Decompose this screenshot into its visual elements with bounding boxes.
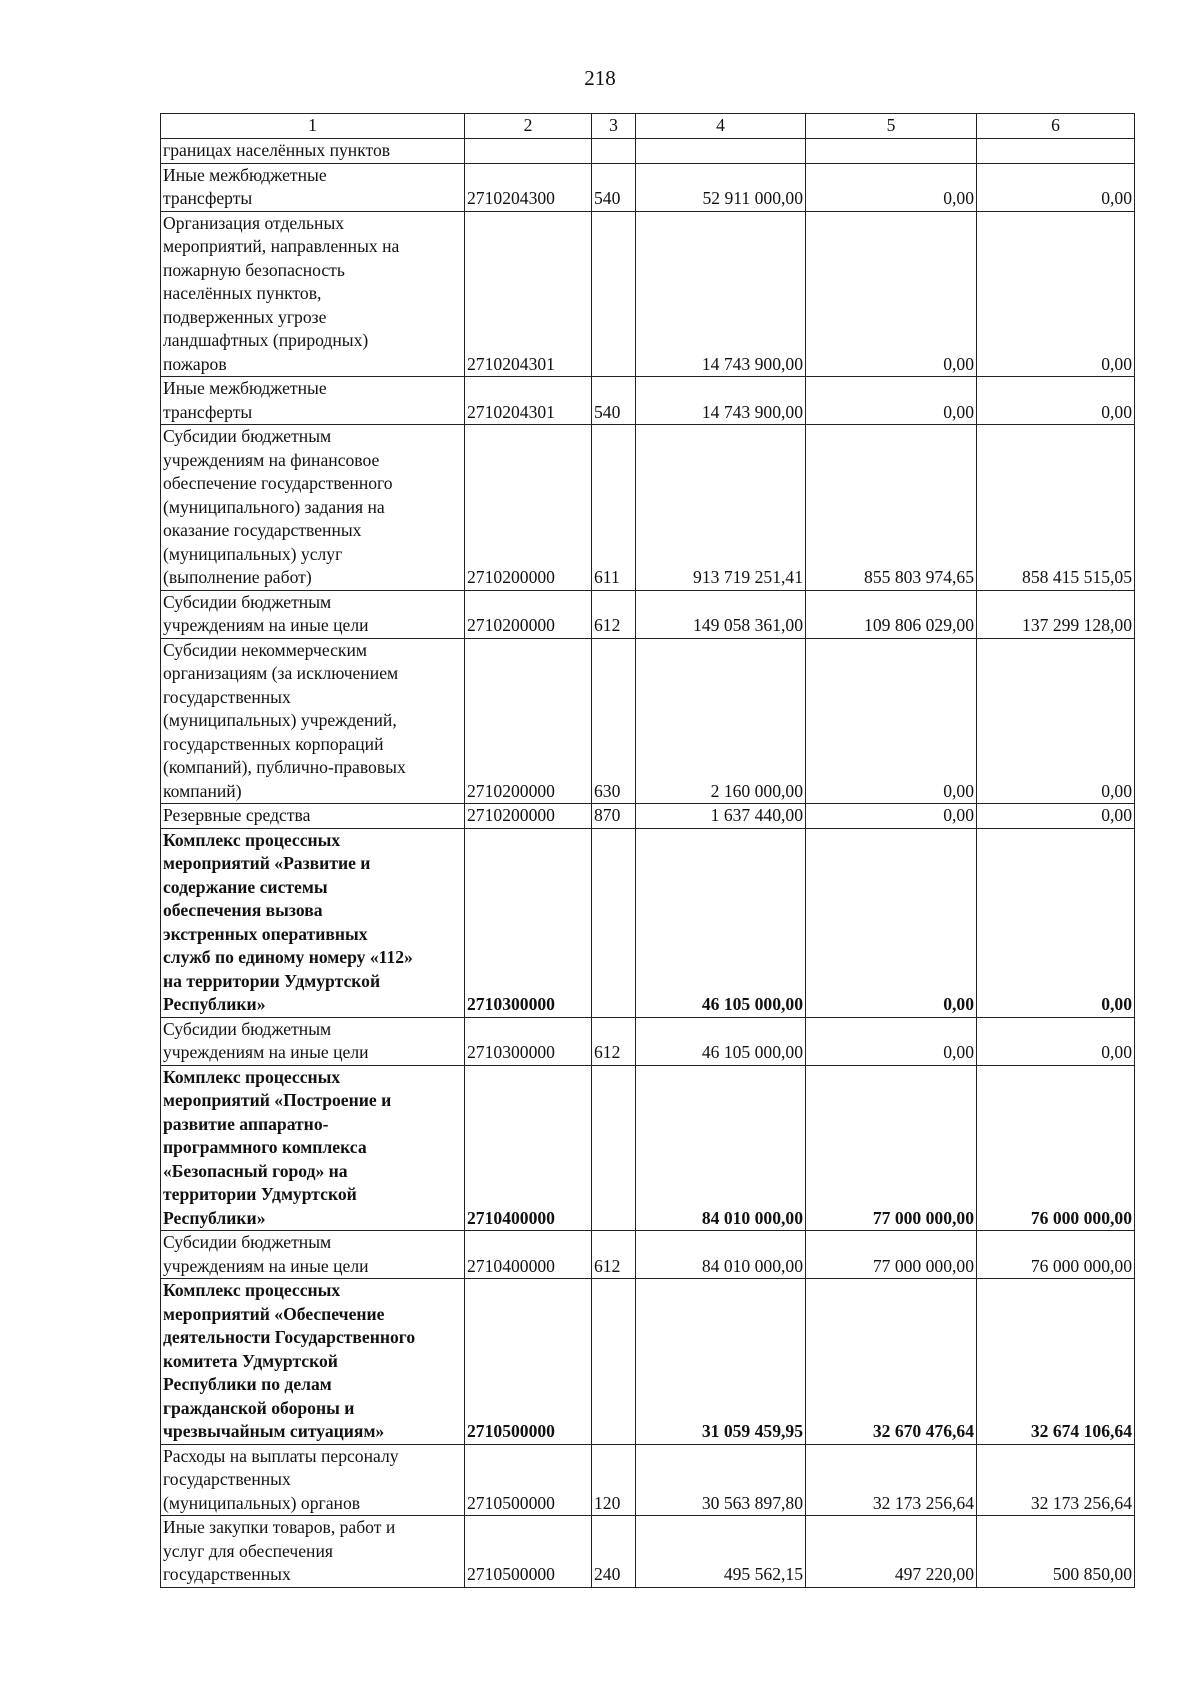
table-row [161,590,1135,638]
table-row [161,1444,1135,1516]
expense-name-cell: Комплекс процессных мероприятий «Развитие и содержание системы обеспечения вызова экстренных оперативных служб по единому номеру «112» на территории Удмуртской Республики» [161,828,465,1017]
expense-name-cell: Иные межбюджетные трансферты [161,163,465,211]
expense-type-cell [592,1065,636,1231]
amount-col5-cell: 0,00 [806,638,977,804]
amount-col5-cell: 0,00 [806,828,977,1017]
expense-name-cell: границах населённых пунктов [161,139,465,164]
expense-type-cell: 540 [592,163,636,211]
expense-name-cell: Комплекс процессных мероприятий «Обеспечение деятельности Государственного комитета Удмуртской Республики по делам гражданской обороны и чрезвычайным ситуациям» [161,1279,465,1445]
expense-name-cell: Субсидии бюджетным учреждениям на иные цели [161,1017,465,1065]
table-body [161,139,1135,1588]
target-code-cell: 2710300000 [465,1017,592,1065]
table-row [161,804,1135,829]
target-code-cell: 2710300000 [465,828,592,1017]
amount-col6-cell: 76 000 000,00 [977,1231,1135,1279]
amount-col4-cell: 46 105 000,00 [636,1017,806,1065]
expense-name-cell: Субсидии некоммерческим организациям (за исключением государственных (муниципальных) учреждений, государственных корпораций (компаний), публично-правовых компаний) [161,638,465,804]
expense-type-cell [592,1279,636,1445]
amount-col6-cell: 0,00 [977,638,1135,804]
amount-col4-cell [636,139,806,164]
amount-col6-cell: 0,00 [977,1017,1135,1065]
table-row [161,425,1135,591]
expense-type-cell: 612 [592,1017,636,1065]
amount-col6-cell: 0,00 [977,804,1135,829]
amount-col5-cell: 0,00 [806,804,977,829]
budget-table [160,113,1135,1588]
table-row [161,1279,1135,1445]
amount-col5-cell: 32 173 256,64 [806,1444,977,1516]
amount-col6-cell: 32 674 106,64 [977,1279,1135,1445]
amount-col4-cell: 46 105 000,00 [636,828,806,1017]
amount-col5-cell [806,139,977,164]
target-code-cell: 2710400000 [465,1065,592,1231]
expense-name-cell: Комплекс процессных мероприятий «Построение и развитие аппаратно- программного комплекса «Безопасный город» на территории Удмуртской Республики» [161,1065,465,1231]
amount-col6-cell: 137 299 128,00 [977,590,1135,638]
target-code-cell: 2710204301 [465,377,592,425]
table-row [161,1065,1135,1231]
target-code-cell: 2710204301 [465,211,592,377]
table-row [161,377,1135,425]
amount-col4-cell: 14 743 900,00 [636,377,806,425]
amount-col4-cell: 149 058 361,00 [636,590,806,638]
amount-col4-cell: 52 911 000,00 [636,163,806,211]
expense-type-cell [592,828,636,1017]
amount-col4-cell: 14 743 900,00 [636,211,806,377]
page-number: 218 [584,66,616,90]
target-code-cell: 2710200000 [465,590,592,638]
amount-col6-cell: 500 850,00 [977,1516,1135,1588]
target-code-cell: 2710500000 [465,1279,592,1445]
amount-col4-cell: 1 637 440,00 [636,804,806,829]
amount-col5-cell: 855 803 974,65 [806,425,977,591]
column-header-4: 4 [636,114,806,139]
expense-name-cell: Иные межбюджетные трансферты [161,377,465,425]
expense-type-cell: 240 [592,1516,636,1588]
amount-col6-cell [977,139,1135,164]
target-code-cell: 2710400000 [465,1231,592,1279]
table-row [161,1516,1135,1588]
expense-type-cell: 540 [592,377,636,425]
expense-name-cell: Субсидии бюджетным учреждениям на иные цели [161,590,465,638]
expense-type-cell: 611 [592,425,636,591]
column-header-6: 6 [977,114,1135,139]
amount-col5-cell: 0,00 [806,163,977,211]
amount-col5-cell: 0,00 [806,377,977,425]
expense-type-cell: 612 [592,1231,636,1279]
table-row [161,828,1135,1017]
amount-col5-cell: 0,00 [806,211,977,377]
expense-name-cell: Субсидии бюджетным учреждениям на иные цели [161,1231,465,1279]
amount-col6-cell: 0,00 [977,163,1135,211]
amount-col5-cell: 497 220,00 [806,1516,977,1588]
amount-col5-cell: 109 806 029,00 [806,590,977,638]
expense-name-cell: Организация отдельных мероприятий, направленных на пожарную безопасность населённых пунктов, подверженных угрозе ландшафтных (природных) пожаров [161,211,465,377]
target-code-cell: 2710200000 [465,804,592,829]
expense-type-cell: 120 [592,1444,636,1516]
amount-col4-cell: 30 563 897,80 [636,1444,806,1516]
amount-col6-cell: 0,00 [977,377,1135,425]
expense-name-cell: Резервные средства [161,804,465,829]
target-code-cell: 2710500000 [465,1516,592,1588]
table-row [161,1231,1135,1279]
amount-col5-cell: 0,00 [806,1017,977,1065]
expense-type-cell: 612 [592,590,636,638]
table-row [161,638,1135,804]
expense-type-cell: 870 [592,804,636,829]
table-row [161,211,1135,377]
amount-col6-cell: 0,00 [977,211,1135,377]
amount-col5-cell: 32 670 476,64 [806,1279,977,1445]
expense-name-cell: Иные закупки товаров, работ и услуг для обеспечения государственных [161,1516,465,1588]
expense-type-cell [592,139,636,164]
target-code-cell: 2710500000 [465,1444,592,1516]
target-code-cell: 2710204300 [465,163,592,211]
amount-col6-cell: 0,00 [977,828,1135,1017]
amount-col4-cell: 31 059 459,95 [636,1279,806,1445]
table-row [161,139,1135,164]
column-header-5: 5 [806,114,977,139]
column-header-1: 1 [161,114,465,139]
amount-col6-cell: 76 000 000,00 [977,1065,1135,1231]
target-code-cell [465,139,592,164]
amount-col5-cell: 77 000 000,00 [806,1231,977,1279]
expense-type-cell [592,211,636,377]
table-row [161,163,1135,211]
target-code-cell: 2710200000 [465,425,592,591]
column-number-row [161,114,1135,139]
expense-type-cell: 630 [592,638,636,804]
target-code-cell: 2710200000 [465,638,592,804]
amount-col6-cell: 858 415 515,05 [977,425,1135,591]
table-row [161,1017,1135,1065]
amount-col4-cell: 84 010 000,00 [636,1065,806,1231]
amount-col4-cell: 84 010 000,00 [636,1231,806,1279]
amount-col6-cell: 32 173 256,64 [977,1444,1135,1516]
amount-col4-cell: 2 160 000,00 [636,638,806,804]
expense-name-cell: Субсидии бюджетным учреждениям на финансовое обеспечение государственного (муниципального) задания на оказание государственных (муниципальных) услуг (выполнение работ) [161,425,465,591]
amount-col4-cell: 495 562,15 [636,1516,806,1588]
expense-name-cell: Расходы на выплаты персоналу государственных (муниципальных) органов [161,1444,465,1516]
amount-col4-cell: 913 719 251,41 [636,425,806,591]
column-header-2: 2 [465,114,592,139]
amount-col5-cell: 77 000 000,00 [806,1065,977,1231]
column-header-3: 3 [592,114,636,139]
